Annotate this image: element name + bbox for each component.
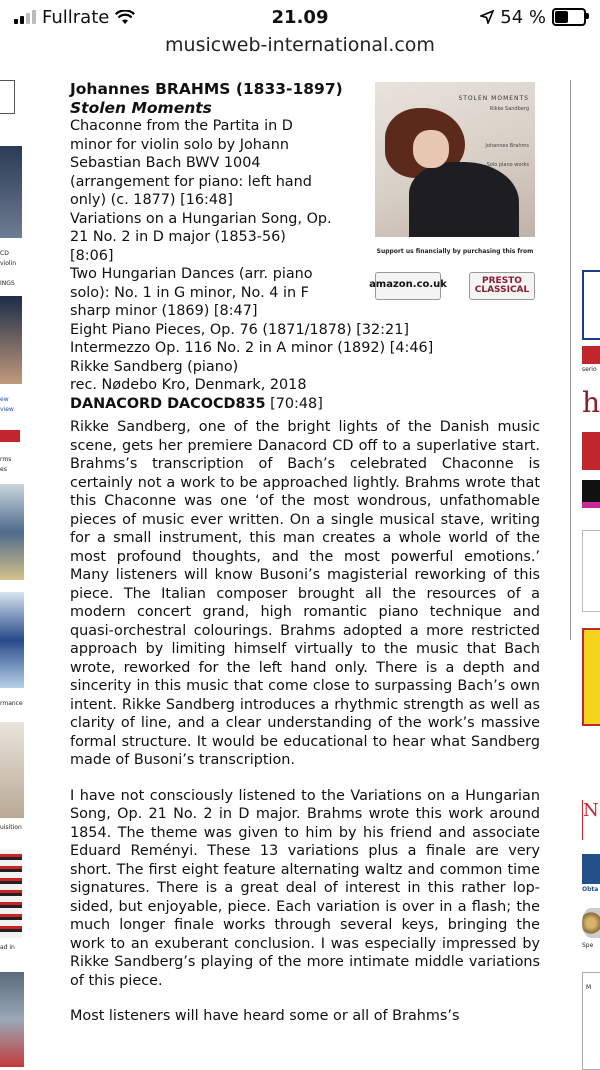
- sidebar-ad-yellow[interactable]: [582, 628, 600, 726]
- battery-percent: 54 %: [500, 6, 546, 28]
- track-line: 21 No. 2 in D major (1853-56): [70, 229, 286, 245]
- sidebar-text: ad in: [0, 944, 15, 951]
- sidebar-text: es: [0, 466, 7, 473]
- composer-title: Johannes BRAHMS (1833-1897): [70, 80, 343, 98]
- sidebar-ad-maroon[interactable]: h: [582, 384, 600, 422]
- track-line: (arrangement for piano: left hand: [70, 173, 312, 190]
- support-text: Support us financially by purchasing this from: [376, 248, 534, 255]
- sidebar-ad-navy[interactable]: [582, 854, 600, 884]
- sidebar-text: rms: [0, 456, 12, 463]
- sidebar-text: CD: [0, 250, 9, 257]
- review-article: [70, 80, 540, 1043]
- review-paragraph-3: Most listeners will have heard some or all of Brahms’s: [70, 1008, 460, 1024]
- album-title: Stolen Moments: [70, 98, 212, 117]
- sidebar-ad-red[interactable]: [582, 346, 600, 364]
- catalogue-number: DANACORD DACOCD835: [70, 395, 266, 412]
- sidebar-ad-blue-2[interactable]: [582, 530, 600, 612]
- purchase-box: [369, 82, 535, 322]
- sidebar-cover-1[interactable]: [0, 146, 22, 238]
- left-sidebar: [0, 68, 26, 1067]
- track-line: Rikke Sandberg (piano): [70, 358, 239, 375]
- review-paragraph-2: I have not consciously listened to the Variations on a Hungarian Song, Op. 21 No. 2 in D major. Brahms wrote this work around 1854. The theme was given to him by his friend and associate Eduard Reményi. These 13 variations plus a finale are very short. The first eight feature alternating waltz and common time signatures. There is a great deal of interest in this rather lop-sided, but enjoyable, piece. Each variation is over in a flash; the much longer finale works through several keys, bringing the work to an exuberant conclusion. I was especially impressed by Rikke Sandberg’s playing of the more intimate middle variations of this piece.: [70, 787, 540, 989]
- sidebar-text: M: [586, 984, 592, 991]
- sidebar-cover-3[interactable]: [0, 484, 24, 580]
- track-line: Sebastian Bach BWV 1004: [70, 155, 261, 171]
- sidebar-cover-6[interactable]: [0, 850, 22, 938]
- sidebar-search-box[interactable]: [0, 80, 15, 114]
- carrier-name: Fullrate: [42, 6, 110, 28]
- total-duration: [70:48]: [265, 395, 323, 412]
- cover-works: Solo piano works: [486, 161, 529, 168]
- sidebar-ad-disc[interactable]: [582, 908, 600, 938]
- label-line: [70, 395, 370, 414]
- cover-title: STOLEN MOMENTS: [458, 95, 529, 102]
- sidebar-logo-red: [0, 430, 20, 442]
- sidebar-cover-5[interactable]: [0, 722, 24, 818]
- sidebar-ad-red-2[interactable]: N: [582, 800, 600, 840]
- cover-subtitle: [485, 100, 529, 174]
- sidebar-text[interactable]: view: [0, 406, 14, 413]
- track-line: sharp minor (1869) [8:47]: [70, 303, 258, 319]
- track-line: only) (c. 1877) [16:48]: [70, 192, 233, 208]
- sidebar-cover-4[interactable]: [0, 592, 24, 688]
- battery-icon: [552, 8, 586, 26]
- sidebar-divider: [570, 80, 571, 640]
- sidebar-text: serio: [582, 366, 597, 373]
- status-right: [480, 7, 586, 28]
- amazon-label: amazon.co.uk: [369, 279, 447, 291]
- sidebar-text: INGS: [0, 280, 15, 287]
- cover-artist: Rikke Sandberg: [489, 106, 529, 112]
- track-line: Eight Piano Pieces, Op. 76 (1871/1878) [32:21]: [70, 321, 409, 338]
- amazon-button[interactable]: [369, 272, 447, 300]
- address-bar[interactable]: musicweb-international.com: [165, 34, 435, 56]
- sidebar-text: rmance: [0, 700, 23, 707]
- sidebar-text: Obta: [582, 886, 599, 893]
- sidebar-text: uisition: [0, 824, 22, 831]
- location-icon: [480, 10, 494, 24]
- track-line: Variations on a Hungarian Song, Op.: [70, 210, 332, 227]
- track-line: Chaconne from the Partita in D: [70, 118, 293, 134]
- sidebar-ad-black[interactable]: [582, 432, 600, 470]
- sidebar-cover-2[interactable]: [0, 296, 22, 384]
- battery-fill: [555, 11, 568, 23]
- presto-label: PRESTO CLASSICAL: [474, 275, 530, 295]
- review-paragraph-1: Rikke Sandberg, one of the bright lights of the Danish music scene, gets her premiere Danacord CD off to a superlative start. Brahms’s transcription of Bach’s celebrated Chaconne is certainly not a work to be approached lightly. Brahms wrote that this Chaconne was one ‘of the most wondrous, unfathomable pieces of music ever written. On a single musical stave, writing for a small instrument, this man creates a whole world of the most profound thoughts, and the most powerful emotions.’ Many listeners will know Busoni’s magisterial reworking of this piece. The Italian composer brought all the resources of a modern concert grand, high romantic piano technique and quasi-orchestral colourings. Brahms adopted a more restricted approach by limiting himself virtually to the music that Bach wrote, reworked for the left hand only. There is a depth and sincerity in this music that come close to surpassing Bach’s own intent. Rikke Sandberg introduces a rhythmic strength as well as clarity of line, and a clear understanding of the work’s massive formal structure. It would be educational to hear what Sandberg made of Busoni’s transcription.: [70, 419, 540, 768]
- sidebar-text: Spe: [582, 942, 594, 949]
- track-line: Two Hungarian Dances (arr. piano: [70, 266, 313, 282]
- sidebar-text: violin: [0, 260, 17, 267]
- track-line: rec. Nødebo Kro, Denmark, 2018: [70, 377, 307, 393]
- track-line: minor for violin solo by Johann: [70, 136, 289, 153]
- cover-composer: Johannes Brahms: [485, 143, 529, 149]
- sidebar-ad-magenta[interactable]: [582, 480, 600, 508]
- cover-art-face: [413, 130, 449, 168]
- track-line: Intermezzo Op. 116 No. 2 in A minor (1892) [4:46]: [70, 340, 434, 356]
- review-header: [70, 80, 540, 418]
- presto-button[interactable]: [469, 272, 535, 300]
- right-sidebar: [570, 68, 600, 1067]
- shop-links: [369, 272, 535, 300]
- track-line: solo): No. 1 in G minor, No. 4 in F: [70, 284, 309, 301]
- track-line: [8:06]: [70, 247, 114, 264]
- sidebar-text[interactable]: ew: [0, 396, 9, 403]
- album-cover-image[interactable]: [375, 82, 535, 237]
- status-bar: [0, 0, 600, 34]
- sidebar-cover-7[interactable]: [0, 972, 24, 1067]
- sidebar-ad-blue[interactable]: [582, 270, 600, 340]
- clock: 21.09: [271, 6, 329, 28]
